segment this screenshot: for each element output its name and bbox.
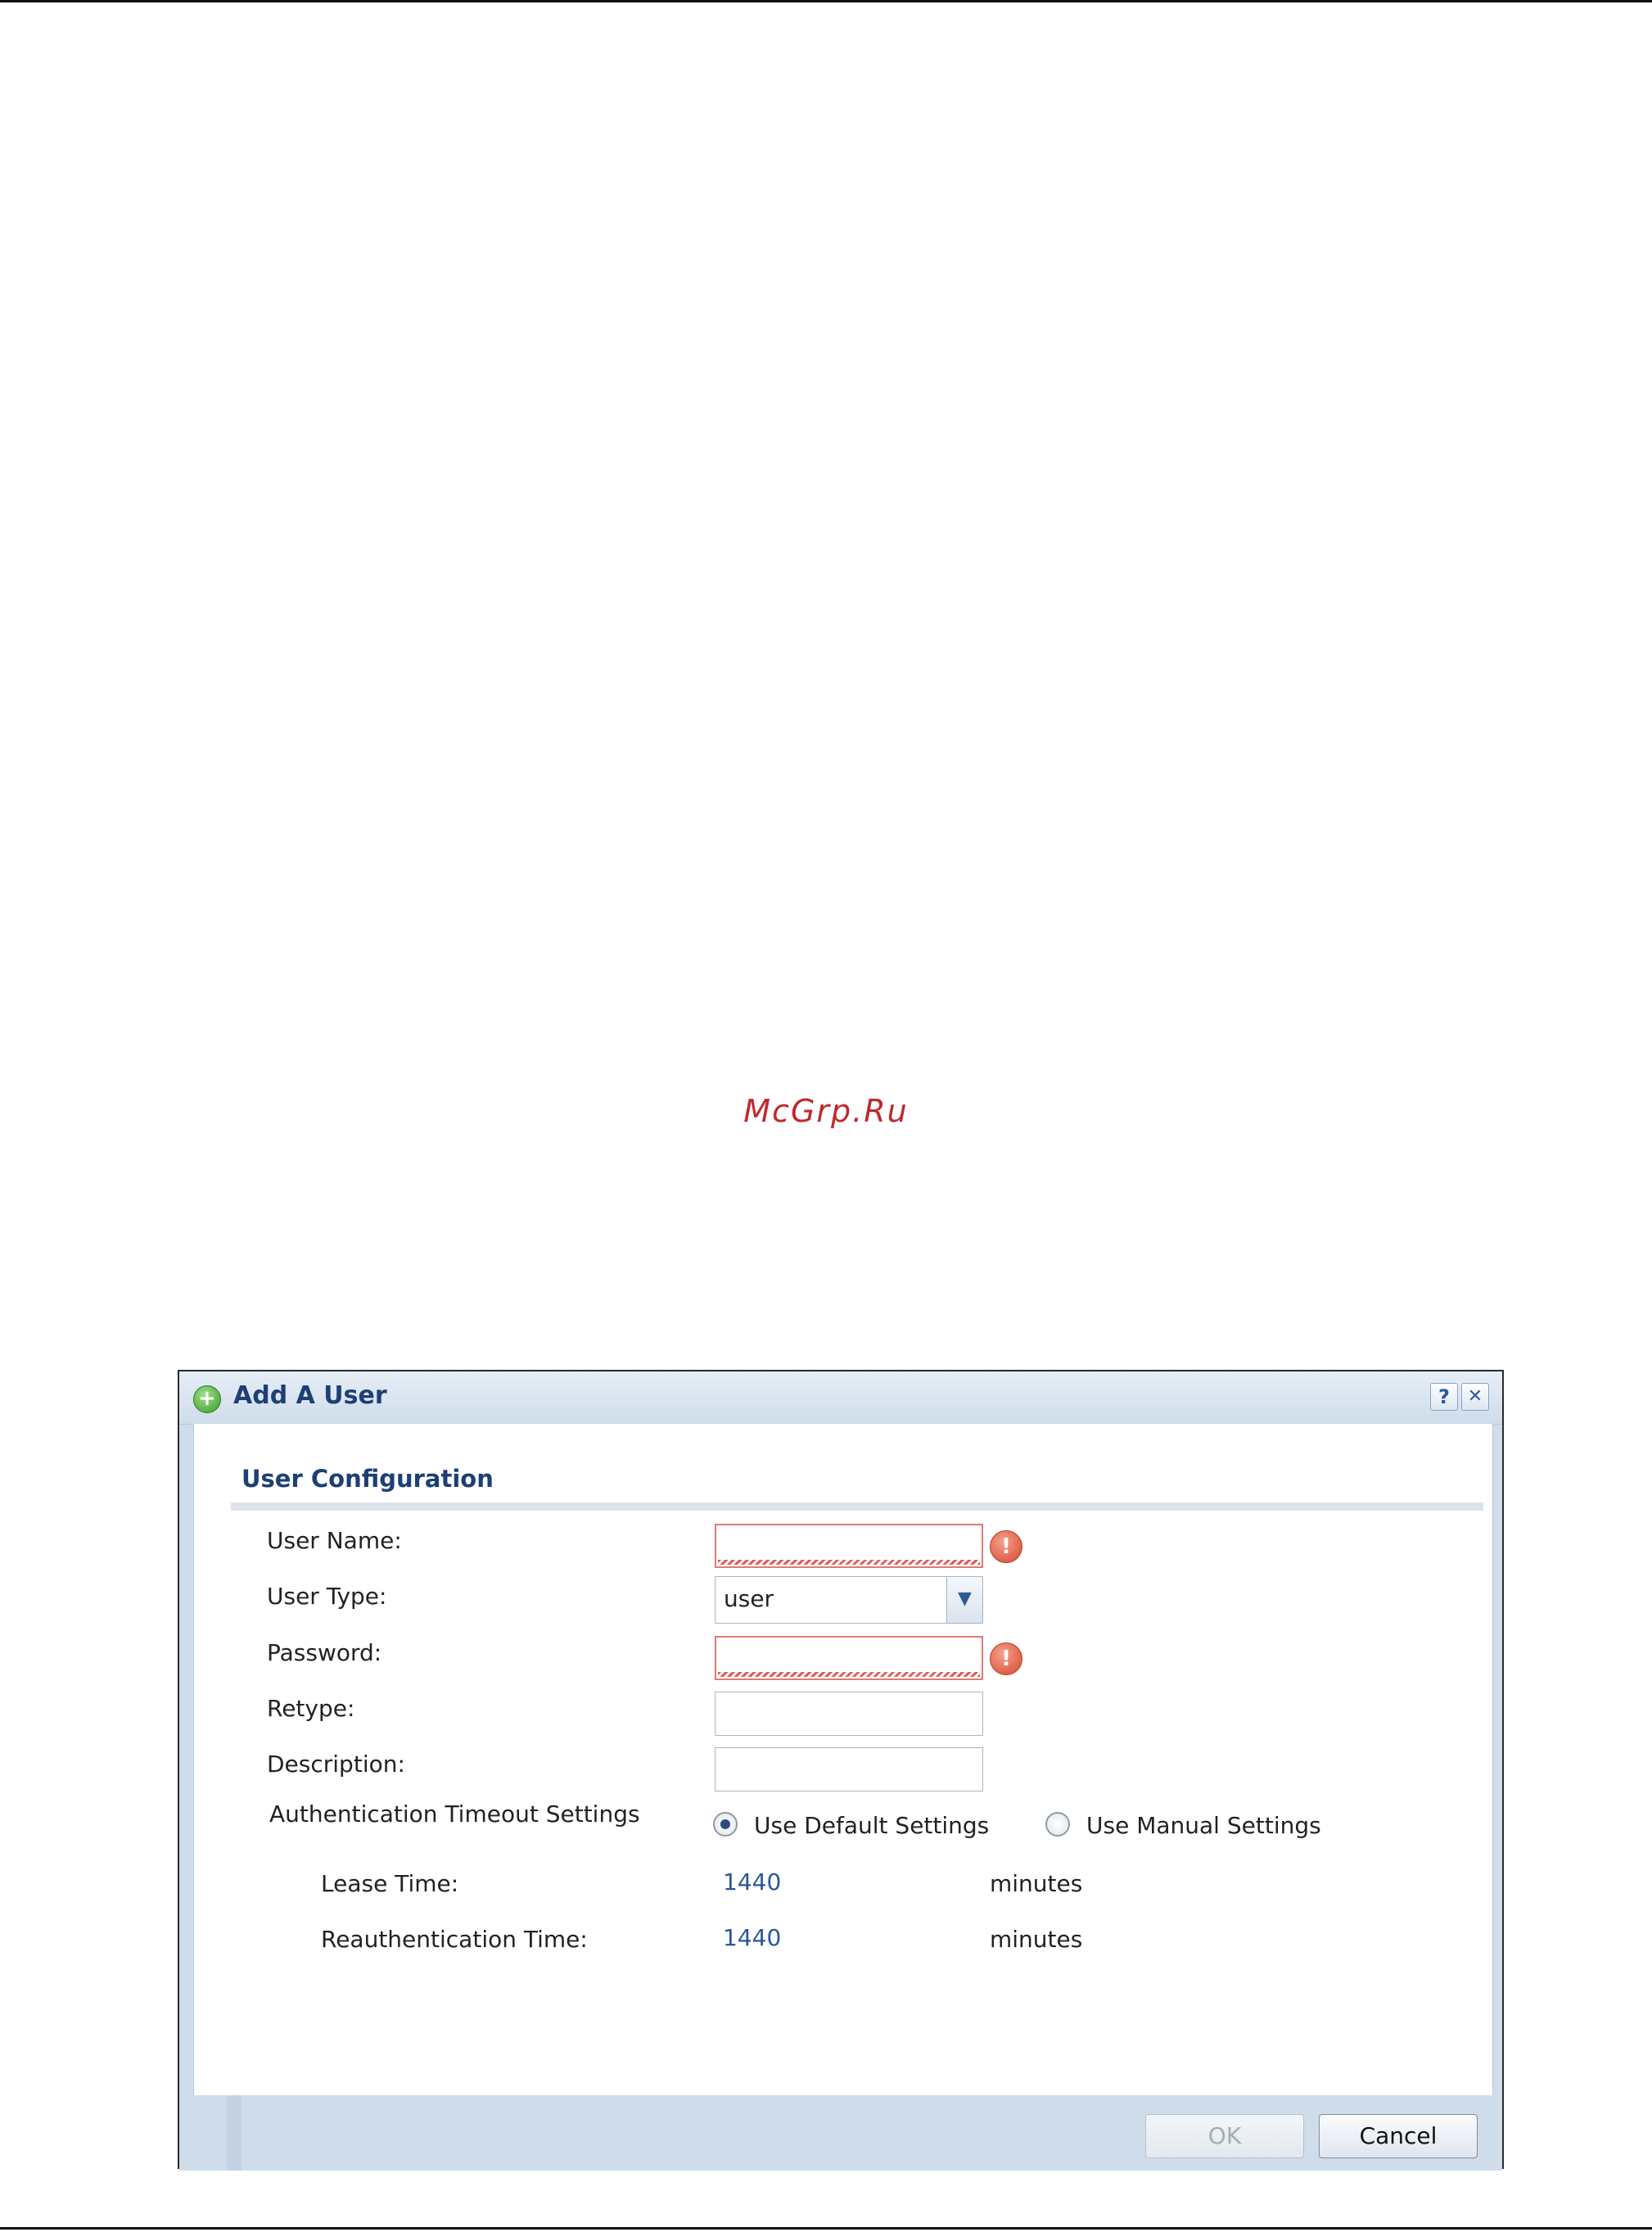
user-type-value: user bbox=[724, 1585, 774, 1612]
dialog-footer bbox=[179, 2095, 1502, 2171]
add-circle-icon: + bbox=[193, 1385, 221, 1413]
chevron-down-icon[interactable]: ▼ bbox=[946, 1577, 982, 1623]
footer-strip bbox=[227, 2095, 241, 2171]
password-error-icon: ! bbox=[990, 1642, 1022, 1675]
lease-time-value: 1440 bbox=[723, 1868, 782, 1895]
auth-timeout-label: Authentication Timeout Settings bbox=[269, 1801, 640, 1828]
password-label: Password: bbox=[267, 1639, 382, 1666]
bottom-page-rule bbox=[0, 2227, 1652, 2230]
user-name-label: User Name: bbox=[267, 1527, 402, 1554]
user-name-error-icon: ! bbox=[990, 1530, 1022, 1563]
add-user-dialog bbox=[178, 1370, 1504, 2169]
dialog-titlebar bbox=[179, 1371, 1502, 1425]
user-name-input[interactable] bbox=[715, 1524, 983, 1568]
password-input[interactable] bbox=[715, 1636, 983, 1680]
retype-input[interactable] bbox=[715, 1692, 983, 1736]
reauth-time-unit: minutes bbox=[990, 1926, 1083, 1953]
section-divider bbox=[231, 1502, 1483, 1511]
lease-time-unit: minutes bbox=[990, 1870, 1083, 1897]
user-type-select[interactable] bbox=[715, 1576, 983, 1624]
dialog-title: Add A User bbox=[233, 1381, 387, 1410]
description-input[interactable] bbox=[715, 1747, 983, 1791]
reauth-time-label: Reauthentication Time: bbox=[321, 1926, 588, 1953]
dialog-content bbox=[193, 1424, 1493, 2095]
user-type-label: User Type: bbox=[267, 1583, 387, 1610]
use-manual-settings-radio[interactable] bbox=[1045, 1812, 1070, 1837]
section-title: User Configuration bbox=[241, 1465, 494, 1493]
help-icon[interactable]: ? bbox=[1430, 1383, 1458, 1411]
ok-button[interactable]: OK bbox=[1145, 2114, 1304, 2158]
reauth-time-value: 1440 bbox=[723, 1924, 782, 1951]
lease-time-label: Lease Time: bbox=[321, 1870, 459, 1897]
description-label: Description: bbox=[267, 1751, 405, 1778]
use-default-settings-label[interactable]: Use Default Settings bbox=[754, 1812, 990, 1839]
cancel-button[interactable]: Cancel bbox=[1319, 2114, 1478, 2158]
retype-label: Retype: bbox=[267, 1695, 355, 1722]
watermark: McGrp.Ru bbox=[743, 1093, 909, 1129]
use-manual-settings-label[interactable]: Use Manual Settings bbox=[1086, 1812, 1321, 1839]
top-page-rule bbox=[0, 0, 1652, 2]
use-default-settings-radio[interactable] bbox=[713, 1812, 738, 1837]
close-icon[interactable]: ✕ bbox=[1461, 1383, 1489, 1411]
